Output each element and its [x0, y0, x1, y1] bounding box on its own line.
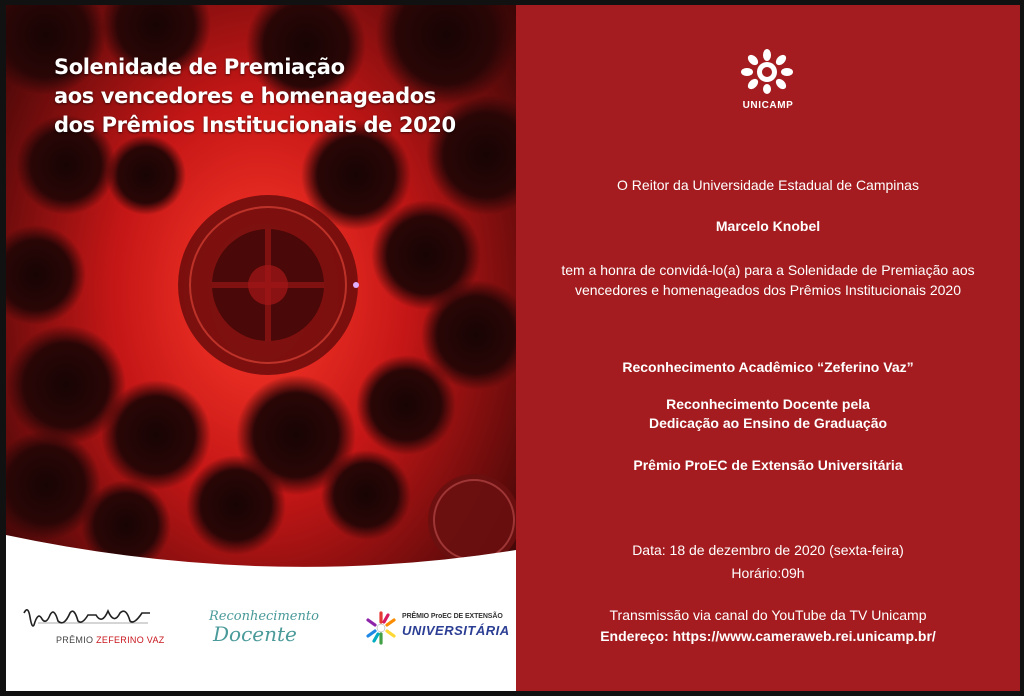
honor-line2: vencedores e homenageados dos Prêmios Institucionais 2020	[574, 282, 962, 298]
left-panel	[6, 5, 516, 691]
zeferino-caption	[56, 635, 165, 645]
invite-line1: O Reitor da Universidade Estadual de Campinas	[617, 177, 919, 193]
award-docente-line1: Reconhecimento Docente pela	[666, 396, 870, 412]
title-line: Solenidade de Premiação	[54, 55, 345, 79]
signature-icon	[18, 603, 158, 633]
event-time: Horário:09h	[731, 565, 805, 581]
premio-proec-extensao-logo	[364, 609, 510, 649]
docente-line2: Docente	[213, 622, 297, 646]
award-zeferino: Reconhecimento Acadêmico “Zeferino Vaz”	[622, 359, 914, 375]
docente-line1: Reconhecimento	[209, 609, 319, 624]
reconhecimento-docente-logo	[193, 609, 328, 649]
award-proec: Prêmio ProEC de Extensão Universitária	[633, 457, 903, 473]
stream-address-link[interactable]: Endereço: https://www.cameraweb.rei.unicamp.br/	[600, 628, 936, 644]
honor-line1: tem a honra de convidá-lo(a) para a Solenidade de Premiação aos	[561, 262, 975, 278]
caption-highlight: ZEFERINO VAZ	[96, 635, 165, 645]
right-panel	[516, 5, 1020, 691]
extensao-line2: UNIVERSITÁRIA	[402, 623, 510, 638]
caption-prefix: PRÊMIO	[56, 635, 97, 645]
unicamp-wordmark: UNICAMP	[742, 100, 794, 111]
award-docente-line2: Dedicação ao Ensino de Graduação	[648, 415, 888, 431]
unicamp-logo-icon	[737, 49, 797, 95]
title-line: dos Prêmios Institucionais de 2020	[54, 113, 456, 137]
event-date: Data: 18 de dezembro de 2020 (sexta-feira)	[632, 542, 904, 558]
broadcast-info: Transmissão via canal do YouTube da TV Unicamp	[609, 607, 927, 623]
rector-name: Marcelo Knobel	[715, 218, 821, 234]
event-title	[54, 53, 494, 140]
extensao-line1: PRÊMIO ProEC DE EXTENSÃO	[402, 613, 503, 620]
premio-zeferino-vaz-logo	[18, 603, 165, 653]
colorful-wheel-icon	[364, 611, 398, 645]
title-line: aos vencedores e homenageados	[54, 84, 436, 108]
